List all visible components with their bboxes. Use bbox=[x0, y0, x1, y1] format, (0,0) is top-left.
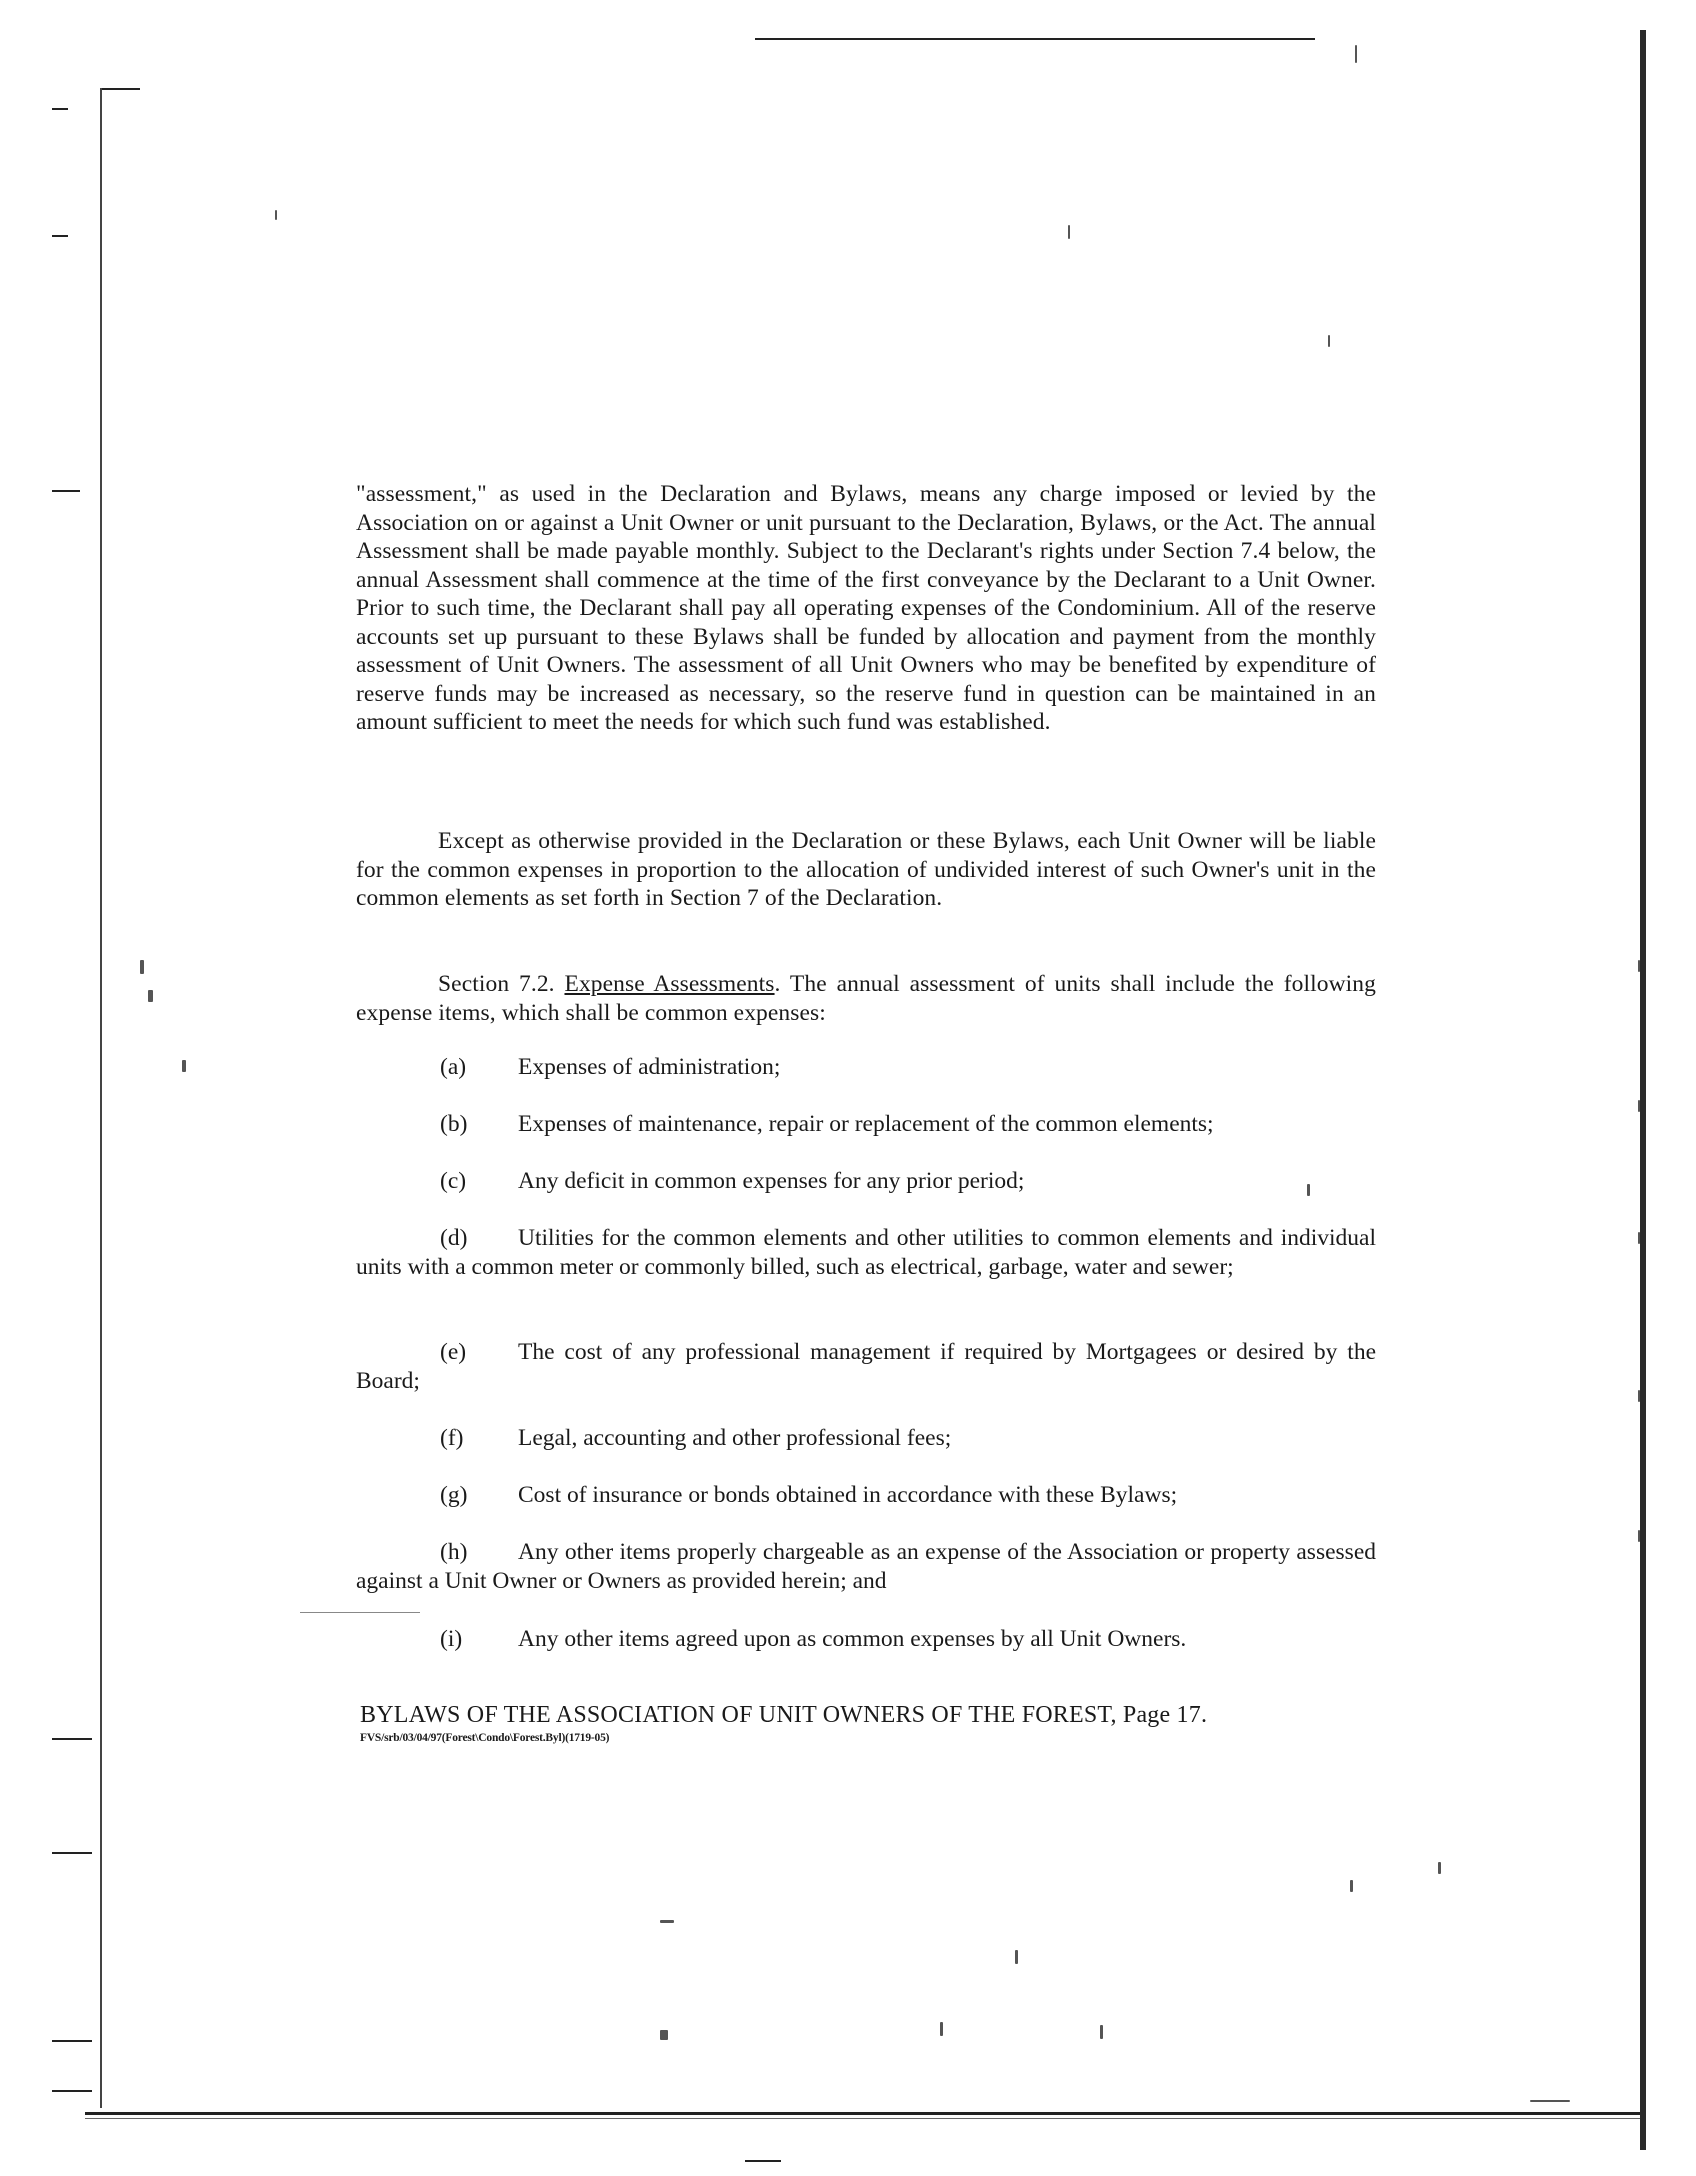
item-text: Expenses of maintenance, repair or replacement of the common elements; bbox=[518, 1111, 1214, 1137]
scan-speck bbox=[1438, 1862, 1441, 1874]
liability-text: Except as otherwise provided in the Declaration or these Bylaws, each Unit Owner will be liable for the common expenses in proportion to the allocation of undivided interest of such Owner's unit in the common elements as set forth in Section 7 of the Declaration. bbox=[356, 828, 1376, 911]
scan-speck bbox=[148, 990, 153, 1002]
assessment-definition-text: "assessment," as used in the Declaration and Bylaws, means any charge imposed or levied by the Association on or against a Unit Owner or unit pursuant to the Declaration, Bylaws, or the Act. The annual Assessment shall be made payable monthly. Subject to the Declarant's rights under Section 7.4 below, the annual Assessment shall commence at the time of the first conveyance by the Declarant to a Unit Owner. Prior to such time, the Declarant shall pay all operating expenses of the Condominium. All of the reserve accounts set up pursuant to these Bylaws shall be funded by allocation and payment from the monthly assessment of Unit Owners. The assessment of all Unit Owners who may be benefited by expenditure of reserve funds may be increased as necessary, so the reserve fund in question can be maintained in an amount sufficient to meet the needs for which such fund was established. bbox=[356, 481, 1376, 735]
section-number: Section 7.2. bbox=[438, 971, 555, 997]
scan-mark-left-4 bbox=[52, 1738, 92, 1740]
section-heading: Expense Assessments bbox=[564, 971, 775, 997]
scan-edge-top-left bbox=[100, 88, 140, 90]
scan-speck bbox=[1638, 1530, 1640, 1542]
liability-paragraph bbox=[356, 827, 1376, 913]
footer-title: BYLAWS OF THE ASSOCIATION OF UNIT OWNERS OF THE FOREST, Page 17. bbox=[360, 1702, 1208, 1728]
scan-edge-bottom-2 bbox=[85, 2118, 1640, 2119]
list-item-e bbox=[356, 1338, 1376, 1395]
item-text: Utilities for the common elements and other utilities to common elements and individual units with a common meter or commonly billed, such as electrical, garbage, water and sewer; bbox=[356, 1225, 1376, 1280]
scan-edge-left bbox=[100, 88, 102, 2108]
scan-speck bbox=[940, 2022, 943, 2036]
scan-speck bbox=[1638, 1100, 1640, 1112]
scan-line-h bbox=[300, 1612, 420, 1613]
scan-mark-left-5 bbox=[52, 1852, 92, 1854]
scan-speck bbox=[1638, 1390, 1640, 1402]
scan-mark-left-3 bbox=[52, 490, 80, 492]
scan-speck bbox=[1100, 2025, 1103, 2039]
footer-file-code: FVS/srb/03/04/97(Forest\Condo\Forest.Byl)(1719-05) bbox=[360, 1732, 610, 1744]
item-label: (d) bbox=[440, 1225, 468, 1251]
scan-mark-left-6 bbox=[52, 2040, 92, 2042]
item-text: The cost of any professional management if required by Mortgagees or desired by the Board; bbox=[356, 1339, 1376, 1394]
scan-speck bbox=[1638, 1232, 1640, 1244]
assessment-paragraph bbox=[356, 480, 1376, 737]
scan-speck bbox=[1068, 225, 1070, 239]
scan-mark-left-1 bbox=[52, 108, 68, 110]
item-text: Any other items properly chargeable as an expense of the Association or property assessed against a Unit Owner or Owners as provided herein; and bbox=[356, 1539, 1376, 1594]
item-text: Expenses of administration; bbox=[518, 1054, 781, 1080]
item-label: (c) bbox=[440, 1168, 467, 1194]
item-label: (a) bbox=[440, 1054, 467, 1080]
scan-speck bbox=[1328, 335, 1330, 347]
scan-speck bbox=[1530, 2100, 1570, 2102]
item-label: (e) bbox=[440, 1339, 467, 1365]
scan-mark-bottom bbox=[745, 2160, 781, 2162]
scan-speck bbox=[182, 1060, 186, 1072]
item-label: (h) bbox=[440, 1539, 468, 1565]
section-intro-text: . The annual assessment of units shall include the following expense items, which shall be common expenses: bbox=[356, 971, 1376, 1026]
item-label: (f) bbox=[440, 1425, 464, 1451]
scan-edge-top bbox=[755, 38, 1315, 40]
list-item-h bbox=[356, 1538, 1376, 1595]
scan-speck bbox=[660, 1920, 674, 1923]
scan-speck bbox=[660, 2030, 668, 2040]
item-text: Cost of insurance or bonds obtained in accordance with these Bylaws; bbox=[518, 1482, 1178, 1508]
item-label: (b) bbox=[440, 1111, 468, 1137]
scan-mark-left-7 bbox=[52, 2090, 92, 2092]
scan-speck bbox=[1355, 45, 1357, 63]
scan-speck bbox=[1350, 1880, 1353, 1892]
scan-speck bbox=[1638, 960, 1640, 972]
section-7-2-paragraph bbox=[356, 970, 1376, 1027]
scan-speck bbox=[1307, 1184, 1310, 1196]
scan-edge-right bbox=[1640, 30, 1646, 2150]
scan-speck bbox=[1015, 1950, 1018, 1964]
item-text: Any other items agreed upon as common expenses by all Unit Owners. bbox=[518, 1626, 1187, 1652]
scan-mark-left-2 bbox=[52, 235, 68, 237]
scan-edge-bottom bbox=[85, 2112, 1640, 2115]
scan-speck bbox=[275, 210, 277, 220]
item-text: Legal, accounting and other professional fees; bbox=[518, 1425, 952, 1451]
list-item-d bbox=[356, 1224, 1376, 1281]
item-text: Any deficit in common expenses for any prior period; bbox=[518, 1168, 1025, 1194]
item-label: (i) bbox=[440, 1626, 463, 1652]
item-label: (g) bbox=[440, 1482, 468, 1508]
scan-speck bbox=[140, 960, 144, 974]
